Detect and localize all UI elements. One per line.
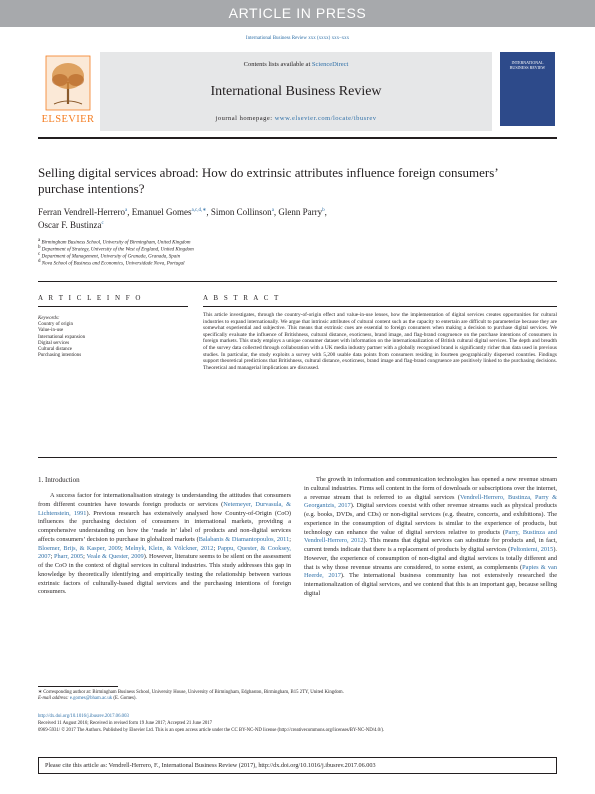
keyword: Cultural distance <box>38 347 73 353</box>
doi-link[interactable]: http://dx.doi.org/10.1016/j.ibusrev.2017.06.003 <box>38 714 129 719</box>
citation-reference: Vendrell-Herrero, F., International Business Review (2017), http://dx.doi.org/10.1016/j.ibusrev.2017.06.003 <box>108 762 376 769</box>
keywords-label: Keywords: <box>38 316 60 321</box>
journal-homepage-line <box>100 115 492 122</box>
citation-link[interactable]: Pharr, 2005 <box>53 553 84 561</box>
affiliation-mark: a <box>38 238 41 243</box>
keyword: Country of origin <box>38 322 73 328</box>
body-column-left <box>38 492 291 597</box>
affiliation-mark: d <box>38 259 41 264</box>
citation-text <box>45 762 550 769</box>
keyword: Value-in-use <box>38 328 64 334</box>
author-name: Glenn Parry <box>278 207 323 217</box>
journal-cover-image <box>500 52 555 126</box>
affiliation-text: Department of Management, University of Granada, Granada, Spain <box>41 254 181 260</box>
author-affiliation-mark[interactable]: b <box>322 208 325 213</box>
affiliation <box>38 259 185 267</box>
affiliation-text: Nova School of Business and Economics, Universidade Nova, Portugal <box>41 261 185 267</box>
article-title: Selling digital services abroad: How do extrinsic attributes influence foreign consumers’ purchase intentions? <box>38 165 498 196</box>
keyword: Digital services <box>38 340 70 346</box>
author-name: Oscar F. Bustinza <box>38 220 102 230</box>
citation-link[interactable]: Veale & Quester, 2009 <box>86 553 144 561</box>
citation-link[interactable]: Parry, Bustinza and Vendrell-Herrero, 2012 <box>304 528 557 545</box>
paragraph-text: ; <box>120 544 126 552</box>
abstract-text: This article investigates, through the country-of-origin effect and value-in-use lenses, how the implementation of digital services creates opportunities for cultural industries to expand internationally. We argue that intrinsic attributes of cultural content such as the capacity to entertain are difficult to parameterize because they are somewhat experiential and subjective. This means that extrinsic cues are essential to foreign consumers when making a decision to purchase digital services. We specifically evaluate the influence of Britishness, cultural distance, exoticness, brand image, and flag-brand congruence on the purchase intentions of consumers in foreign markets. This study employs a unique consumer dataset with information on the internationalization of British cultural digital services. The depth and breadth of the survey data collected through collaboration with a UK media industry partner with a globally recognised brand is significantly richer than data used in previous studies. In particular, the study exploits a survey with 5,200 usable data points from consumers residing in fourteen geographically dispersed countries. Findings support theoretical predictions that Britishness, cultural distance, exoticness, brand image and flag-brand congruence are positively linked to the purchasing decisions. Theoretical and managerial implications are discussed. <box>203 312 557 371</box>
footnote-divider <box>38 686 118 687</box>
author-affiliation-mark[interactable]: a,c,d,∗ <box>191 208 207 213</box>
publisher-name: ELSEVIER <box>41 114 95 125</box>
author-name: Simon Collinson <box>210 207 272 217</box>
paragraph-text: ). However, literature seems to be silent on the assessment of the CoO in the context of digital services in cultural industries. This study addresses this gap in knowledge by theoretically identifying and empirically testing the relationship between various extrinsic factors of culturally-based digital services and the purchasing intentions of foreign consumers. <box>38 553 291 596</box>
citation-link[interactable]: Netemeyer, Durvasula, & Lichtenstein, 1991 <box>38 500 291 517</box>
paragraph-text: ). This means that digital services can substitute for products and, in fact, current trends indicate that there is a replacement of products by digital services ( <box>304 537 558 553</box>
paragraph-text: ; <box>289 535 291 543</box>
paragraph-text: ). The international business community has not extensively researched the internationalization of digital services, and we contend that this is an important gap, because selling digital <box>304 572 557 597</box>
abstract-end-divider <box>38 457 557 458</box>
author-affiliation-mark[interactable]: c <box>101 221 104 226</box>
author-list-continued <box>38 220 538 230</box>
author-affiliation-mark[interactable]: a <box>125 208 128 213</box>
paragraph-text: ; <box>50 553 54 561</box>
received-dates: Received 11 August 2016; Received in revised form 19 June 2017; Accepted 21 June 2017 <box>38 721 213 726</box>
affiliation-mark: b <box>38 245 41 250</box>
article-info-divider <box>38 306 188 307</box>
paragraph-text: ). Previous research has extensively analysed how Country-of-Origin (CoO) influences the purchasing decision of consumers in international markets, providing a comprehensive understanding on how the ‘made in’ label of products and non-digital services affects consumers’ decision to purchase in globalized markets ( <box>38 509 291 543</box>
body-paragraph <box>38 492 291 597</box>
citation-link[interactable]: Pappu, Quester, & Cooksey, 2007 <box>38 544 291 561</box>
keyword: International expansion <box>38 334 86 340</box>
homepage-link[interactable]: www.elsevier.com/locate/ibusrev <box>274 115 377 122</box>
citation-link[interactable]: Vendrell-Herrero, Bustinza, Parry & Georgantzis, 2017 <box>304 493 558 510</box>
affiliation-text: Department of Strategy, University of the West of England, United Kingdom <box>41 247 194 253</box>
journal-cover-title: INTERNATIONAL BUSINESS REVIEW <box>509 60 546 71</box>
keywords-list <box>38 316 188 359</box>
email-note <box>38 696 557 702</box>
abstract-heading: A B S T R A C T <box>203 294 281 302</box>
journal-title: International Business Review <box>210 84 382 99</box>
citation-link[interactable]: Balabanis & Diamantopoulos, 2011 <box>198 535 290 543</box>
contents-available-line <box>100 61 492 68</box>
section-heading: 1. Introduction <box>38 476 80 484</box>
contents-prefix: Contents lists available at <box>243 61 312 68</box>
paragraph-text: ; <box>83 553 87 561</box>
paragraph-text: ; <box>213 544 218 552</box>
affiliation-mark: c <box>38 252 41 257</box>
journal-reference[interactable]: International Business Review xxx (xxxx) xxx–xxx <box>245 36 350 41</box>
citation-prefix: Please cite this article as: <box>45 762 109 769</box>
keyword: Purchasing intentions <box>38 353 82 359</box>
paragraph-text: A success factor for internationalisation strategy is understanding the attitudes that consumers from different countries have towards foreign products or services ( <box>38 492 291 508</box>
paragraph-text: The growth in information and communication technologies has opened a new revenue stream in cultural industries. Firms sell content in the form of downloads or subscriptions over the internet, a revenue stream that is referred to as digital services ( <box>304 476 557 501</box>
paragraph-text: ). However, the experience of consumption of non-digital and digital services is totally different and that is why those revenue streams are considered, to some extent, as complements ( <box>304 546 557 571</box>
author-name: Ferran Vendrell-Herrero <box>38 207 126 217</box>
citation-link[interactable]: Papies & van Heerde, 2017 <box>304 563 557 580</box>
author-name: Emanuel Gomes <box>131 207 192 217</box>
affiliation-text: Birmingham Business School, University of Birmingham, United Kingdom <box>41 240 191 246</box>
email-label: E-mail address: <box>38 696 70 701</box>
license-line: 0969-5931/ © 2017 The Authors. Published by Elsevier Ltd. This is an open access article under the CC BY-NC-ND license (http://creativecommons.org/licenses/BY-NC-ND/4.0/). <box>38 728 385 733</box>
body-paragraph <box>304 476 557 599</box>
article-info-heading: A R T I C L E I N F O <box>38 294 143 302</box>
affiliation-divider <box>38 281 557 282</box>
corresponding-author-note: ∗ Corresponding author at: Birmingham Business School, University House, University of Birmingham, Edgbaston, Birmingham, B15 2TY, United Kingdom. <box>38 690 344 695</box>
sciencedirect-link[interactable]: ScienceDirect <box>311 61 349 68</box>
citation-link[interactable]: Melnyk, Klein, & Völckner, 2012 <box>125 544 214 552</box>
paragraph-text: ). Digital services coexist with other revenue streams such as physical products (e.g. books, DVDs, and CDs) or non-digital services (e.g. theatre, concerts, and exhibitions). The experience in the consumption of digital services is similar to the experience of products, but technology can enhance the value of digital services relative to products ( <box>304 502 557 536</box>
author-list: Ferran Vendrell-Herrero$^a$, Emanuel Gomes$^{a,c,d,∗}$, Simon Collinson$^a$, Glenn Parry$^b$, <box>38 207 327 217</box>
abstract-divider <box>203 306 557 307</box>
body-column-right <box>304 476 557 599</box>
email-link[interactable]: e.gomes@bham.ac.uk <box>69 696 113 701</box>
citation-link[interactable]: Bloemer, Brijs, & Kasper, 2009 <box>38 544 121 552</box>
homepage-prefix: journal homepage: <box>215 115 275 122</box>
article-in-press-text: ARTICLE IN PRESS <box>228 5 367 21</box>
author-affiliation-mark[interactable]: a <box>271 208 274 213</box>
header-divider <box>38 137 557 139</box>
email-suffix: (E. Gomes). <box>112 696 137 701</box>
citation-link[interactable]: Peltoniemi, 2015 <box>510 546 554 553</box>
